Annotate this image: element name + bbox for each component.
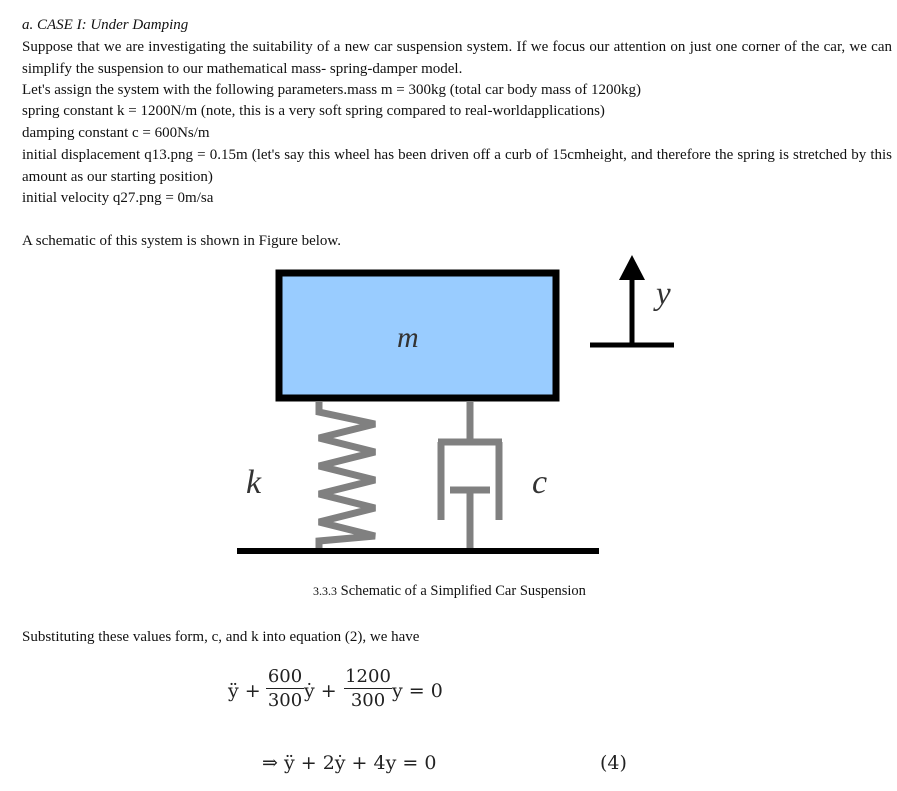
initial-displacement-paragraph: initial displacement q13.png = 0.15m (let's say this wheel has been driven off a curb of 15cmheight, and therefore the spring is stretched by this amount as our starting position) [22,147,892,185]
params-intro: Let's assign the system with the following parameters.mass m = 300kg (total car body mass of 1200kg) [22,82,641,98]
equation-1-lead: ÿ + [228,680,261,702]
caption-text: Schematic of a Simplified Car Suspension [340,583,586,599]
initial-velocity-line: initial velocity q27.png = 0m/sa [22,190,214,206]
equation-1-fraction-2 [344,666,392,711]
spring-label: k [246,464,262,501]
caption-number: 3.3.3 [313,584,337,598]
substitution-line: Substituting these values form, c, and k into equation (2), we have [22,629,420,645]
equation-1-fraction-1 [266,666,304,711]
damping-constant-line: damping constant c = 600Ns/m [22,125,210,141]
figure-caption [313,583,586,600]
fraction-2-denominator: 300 [350,690,386,711]
equation-1-middle: ẏ + [304,680,337,702]
equation-1-tail: y = 0 [392,680,443,702]
fraction-2-numerator: 1200 [345,666,391,687]
axis-label: y [656,276,671,312]
equation-2: ⇒ ÿ + 2ẏ + 4y = 0 [262,752,437,774]
fraction-1-numerator: 600 [267,666,303,687]
spring-constant-line: spring constant k = 1200N/m (note, this is a very soft spring compared to real-worldapplications) [22,103,605,119]
axis-arrowhead [619,255,645,280]
schematic-intro: A schematic of this system is shown in Figure below. [22,233,341,249]
equation-2-number: (4) [600,752,627,774]
damper-label: c [532,464,548,501]
intro-paragraph: Suppose that we are investigating the suitability of a new car suspension system. If we focus our attention on just one corner of the car, we can simplify the suspension to our mathematical mass- spring-damper model. [22,39,892,77]
mass-label: m [397,321,419,354]
spring [319,401,375,549]
fraction-1-denominator: 300 [267,690,303,711]
section-heading: a. CASE I: Under Damping [22,17,189,33]
